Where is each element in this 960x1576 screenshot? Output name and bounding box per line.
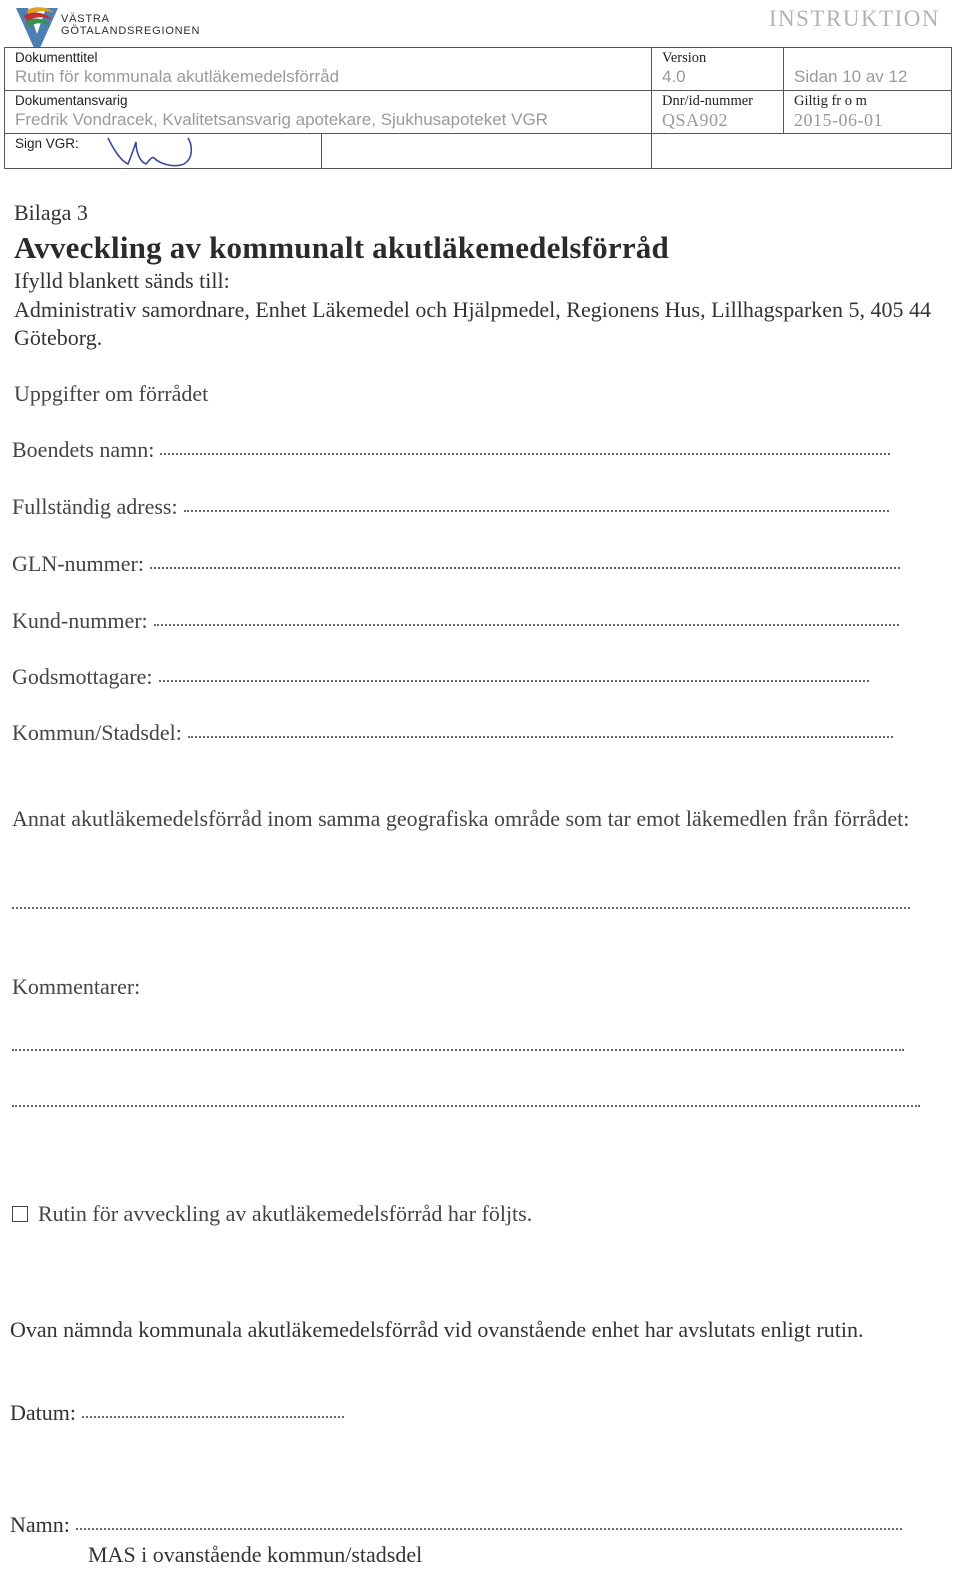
- comments-line-2[interactable]: [12, 1104, 920, 1107]
- field-adress-label: Fullständig adress:: [12, 494, 178, 519]
- org-name: [61, 13, 200, 37]
- routine-followed-checkbox[interactable]: [12, 1206, 28, 1222]
- dnr-label: Dnr/id-nummer: [662, 93, 754, 109]
- page-number: Sidan 10 av 12: [794, 67, 908, 86]
- dnr-value: QSA902: [662, 110, 729, 130]
- giltig-label: Giltig fr o m: [794, 93, 867, 109]
- meta-cell-empty-1: [322, 134, 652, 169]
- field-gln[interactable]: [12, 551, 900, 577]
- field-datum[interactable]: [10, 1400, 344, 1426]
- meta-cell-version: [652, 48, 784, 91]
- field-gods-line[interactable]: [159, 679, 869, 682]
- send-to-label: Ifylld blankett sänds till:: [14, 268, 230, 293]
- vgr-logo: [14, 4, 264, 50]
- org-name-line1: VÄSTRA: [61, 13, 110, 25]
- meta-cell-empty-2: [652, 134, 952, 169]
- field-adress-line[interactable]: [184, 509, 889, 512]
- field-gln-line[interactable]: [150, 566, 900, 569]
- dokumenttitel-label: Dokumenttitel: [15, 50, 98, 65]
- vgr-logo-icon: [14, 4, 60, 50]
- org-name-line2: GÖTALANDSREGIONEN: [61, 25, 201, 37]
- field-kommun[interactable]: [12, 720, 893, 746]
- field-gln-label: GLN-nummer:: [12, 551, 144, 576]
- dokumenttitel-value: Rutin för kommunala akutläkemedelsförråd: [15, 67, 340, 86]
- send-to-address: Administrativ samordnare, Enhet Läkemedel och Hjälpmedel, Regionens Hus, Lillhagsparken 5, 405 44 Göteborg.: [14, 297, 932, 350]
- field-kund-line[interactable]: [154, 623, 899, 626]
- meta-cell-dnr: [652, 91, 784, 134]
- meta-cell-valid-from: [784, 91, 952, 134]
- field-kommun-line[interactable]: [188, 735, 893, 738]
- dokumentansvarig-value: Fredrik Vondracek, Kvalitetsansvarig apotekare, Sjukhusapoteket VGR: [15, 110, 548, 129]
- giltig-value: 2015-06-01: [794, 110, 883, 130]
- mas-caption: MAS i ovanstående kommun/stadsdel: [88, 1542, 423, 1567]
- field-namn[interactable]: [10, 1512, 902, 1538]
- meta-cell-owner: [5, 91, 652, 134]
- signature-scribble: [100, 134, 200, 174]
- field-kommun-label: Kommun/Stadsdel:: [12, 720, 182, 745]
- other-storage-question: Annat akutläkemedelsförråd inom samma geografiska område som tar emot läkemedlen från förrådet:: [12, 806, 910, 831]
- field-gods-label: Godsmottagare:: [12, 664, 153, 689]
- page-title: Avveckling av kommunalt akutläkemedelsförråd: [14, 230, 669, 265]
- comments-label: Kommentarer:: [12, 974, 141, 999]
- field-datum-line[interactable]: [82, 1415, 344, 1418]
- dokumentansvarig-label: Dokumentansvarig: [15, 93, 128, 108]
- field-gods[interactable]: [12, 664, 869, 690]
- field-boende-label: Boendets namn:: [12, 437, 155, 462]
- comments-line-1[interactable]: [12, 1048, 904, 1051]
- meta-cell-title: [5, 48, 652, 91]
- field-boende-line[interactable]: [160, 452, 890, 455]
- section-heading: Uppgifter om förrådet: [14, 381, 209, 406]
- version-label: Version: [662, 50, 707, 66]
- routine-followed-label: Rutin för avveckling av akutläkemedelsförråd har följts.: [38, 1201, 533, 1226]
- routine-followed-checkbox-row[interactable]: [12, 1201, 532, 1227]
- field-datum-label: Datum:: [10, 1400, 76, 1425]
- field-adress[interactable]: [12, 494, 889, 520]
- closing-statement: Ovan nämnda kommunala akutläkemedelsförråd vid ovanstående enhet har avslutats enligt rutin.: [10, 1317, 864, 1342]
- version-value: 4.0: [662, 67, 686, 86]
- appendix-label: Bilaga 3: [14, 200, 88, 225]
- field-kund-label: Kund-nummer:: [12, 608, 148, 633]
- field-namn-label: Namn:: [10, 1512, 70, 1537]
- field-kund[interactable]: [12, 608, 899, 634]
- other-storage-line[interactable]: [12, 906, 910, 909]
- field-namn-line[interactable]: [76, 1527, 902, 1530]
- field-boende[interactable]: [12, 437, 890, 463]
- document-type: INSTRUKTION: [768, 6, 940, 31]
- meta-cell-page: [784, 48, 952, 91]
- sign-label: Sign VGR:: [15, 136, 79, 151]
